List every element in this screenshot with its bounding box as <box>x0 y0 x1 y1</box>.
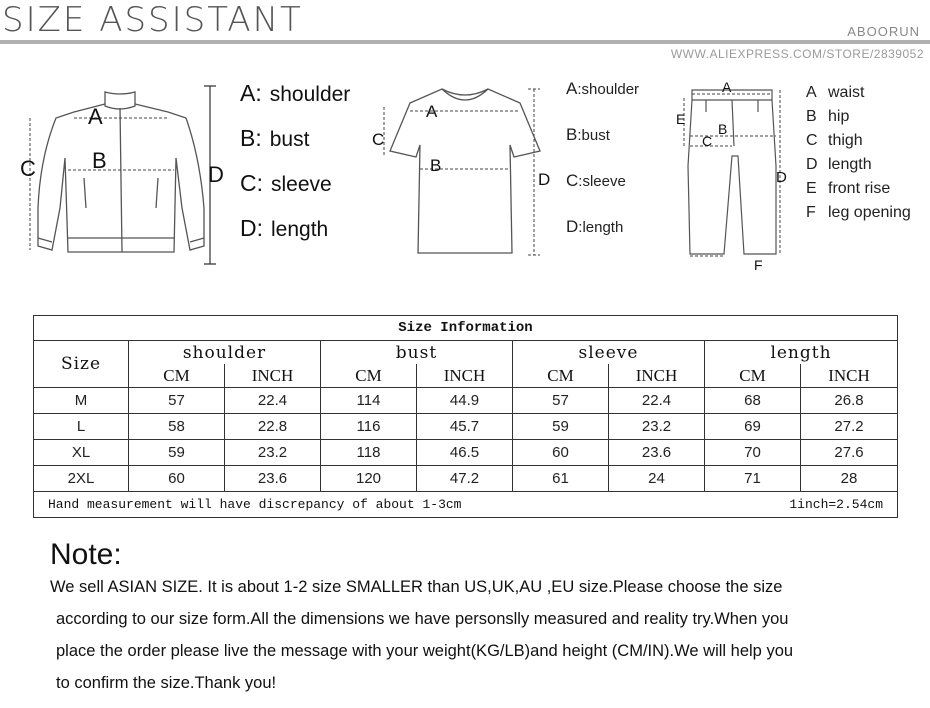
value-cell: 120 <box>321 466 417 492</box>
value-cell: 60 <box>129 466 225 492</box>
tshirt-figure <box>370 85 560 260</box>
tshirt-label-d: D <box>538 170 551 189</box>
unit-header: INCH <box>609 364 705 388</box>
unit-conversion: 1inch=2.54cm <box>789 497 883 512</box>
pants-label-e: E <box>676 111 686 127</box>
pants-legend-item: A waist <box>806 84 865 101</box>
value-cell: 59 <box>513 414 609 440</box>
pants-legend-item: C thigh <box>806 132 863 149</box>
pants-label-b: B <box>718 121 728 137</box>
group-header-sleeve: sleeve <box>513 341 705 365</box>
value-cell: 69 <box>705 414 801 440</box>
jacket-label-d: D <box>208 162 224 187</box>
pants-legend-item: E front rise <box>806 180 891 197</box>
group-header-bust: bust <box>321 341 513 365</box>
value-cell: 59 <box>129 440 225 466</box>
size-cell: 2XL <box>34 466 129 492</box>
size-table-container <box>33 315 897 518</box>
value-cell: 118 <box>321 440 417 466</box>
tshirt-legend-item: A:shoulder <box>566 79 640 98</box>
value-cell: 22.4 <box>225 388 321 414</box>
store-url: WWW.ALIEXPRESS.COM/STORE/2839052 <box>670 47 924 61</box>
jacket-legend-item: D: length <box>240 215 329 241</box>
jacket-label-a: A <box>88 104 103 129</box>
jacket-figure <box>10 78 232 270</box>
value-cell: 24 <box>609 466 705 492</box>
group-header-shoulder: shoulder <box>129 341 321 365</box>
value-cell: 23.2 <box>225 440 321 466</box>
note-line: according to our size form.All the dimensions we have personslly measured and reality try.When you <box>56 610 789 628</box>
value-cell: 61 <box>513 466 609 492</box>
jacket-legend-item: A: shoulder <box>240 80 351 106</box>
value-cell: 23.6 <box>609 440 705 466</box>
pants-label-c: C <box>702 133 713 149</box>
value-cell: 45.7 <box>417 414 513 440</box>
note-body <box>50 571 920 699</box>
value-cell: 60 <box>513 440 609 466</box>
unit-header: CM <box>705 364 801 388</box>
tshirt-label-c: C <box>372 130 385 149</box>
unit-header: CM <box>513 364 609 388</box>
value-cell: 23.2 <box>609 414 705 440</box>
pants-legend-item: F leg opening <box>806 204 911 221</box>
brand-name: ABOORUN <box>847 24 920 39</box>
pants-legend-item: B hip <box>806 108 850 125</box>
value-cell: 68 <box>705 388 801 414</box>
unit-header: INCH <box>417 364 513 388</box>
measurement-disclaimer: Hand measurement will have discrepancy of about 1-3cm <box>48 497 462 512</box>
value-cell: 70 <box>705 440 801 466</box>
pants-figure <box>672 76 802 272</box>
value-cell: 22.8 <box>225 414 321 440</box>
value-cell: 28 <box>801 466 898 492</box>
pants-label-d: D <box>776 169 787 186</box>
pants-legend <box>806 84 911 228</box>
table-title: Size Information <box>34 316 898 341</box>
unit-header: INCH <box>801 364 898 388</box>
tshirt-legend <box>566 79 639 263</box>
pants-label-f: F <box>754 257 763 272</box>
value-cell: 116 <box>321 414 417 440</box>
pants-legend-item: D length <box>806 156 872 173</box>
size-cell: M <box>34 388 129 414</box>
value-cell: 27.2 <box>801 414 898 440</box>
jacket-label-b: B <box>92 148 107 173</box>
tshirt-label-a: A <box>426 102 438 121</box>
value-cell: 23.6 <box>225 466 321 492</box>
value-cell: 27.6 <box>801 440 898 466</box>
table-row <box>34 388 898 414</box>
value-cell: 46.5 <box>417 440 513 466</box>
size-cell: L <box>34 414 129 440</box>
group-header-length: length <box>705 341 898 365</box>
size-column-header: Size <box>34 341 129 388</box>
value-cell: 71 <box>705 466 801 492</box>
unit-header: CM <box>321 364 417 388</box>
note-heading: Note: <box>50 538 122 571</box>
value-cell: 26.8 <box>801 388 898 414</box>
value-cell: 22.4 <box>609 388 705 414</box>
value-cell: 57 <box>513 388 609 414</box>
table-row <box>34 440 898 466</box>
jacket-label-c: C <box>20 156 36 181</box>
jacket-legend-item: B: bust <box>240 125 310 151</box>
note-line: to confirm the size.Thank you! <box>56 674 277 692</box>
note-line: We sell ASIAN SIZE. It is about 1-2 size SMALLER than US,UK,AU ,EU size.Please choose the size <box>50 578 783 596</box>
value-cell: 58 <box>129 414 225 440</box>
unit-header: INCH <box>225 364 321 388</box>
header-divider <box>0 40 930 44</box>
jacket-legend-item: C: sleeve <box>240 170 332 196</box>
note-line: place the order please live the message with your weight(KG/LB)and height (CM/IN).We will help you <box>56 642 794 660</box>
pants-label-a: A <box>722 79 732 95</box>
size-table <box>33 315 898 518</box>
size-cell: XL <box>34 440 129 466</box>
table-row <box>34 466 898 492</box>
table-row <box>34 414 898 440</box>
value-cell: 47.2 <box>417 466 513 492</box>
jacket-legend <box>240 80 350 260</box>
tshirt-legend-item: D:length <box>566 217 624 236</box>
page-title: SIZE ASSISTANT <box>2 0 303 40</box>
unit-header: CM <box>129 364 225 388</box>
value-cell: 57 <box>129 388 225 414</box>
table-footer <box>34 492 898 518</box>
value-cell: 114 <box>321 388 417 414</box>
tshirt-legend-item: B:bust <box>566 125 610 144</box>
tshirt-label-b: B <box>430 156 442 175</box>
tshirt-legend-item: C:sleeve <box>566 171 626 190</box>
value-cell: 44.9 <box>417 388 513 414</box>
